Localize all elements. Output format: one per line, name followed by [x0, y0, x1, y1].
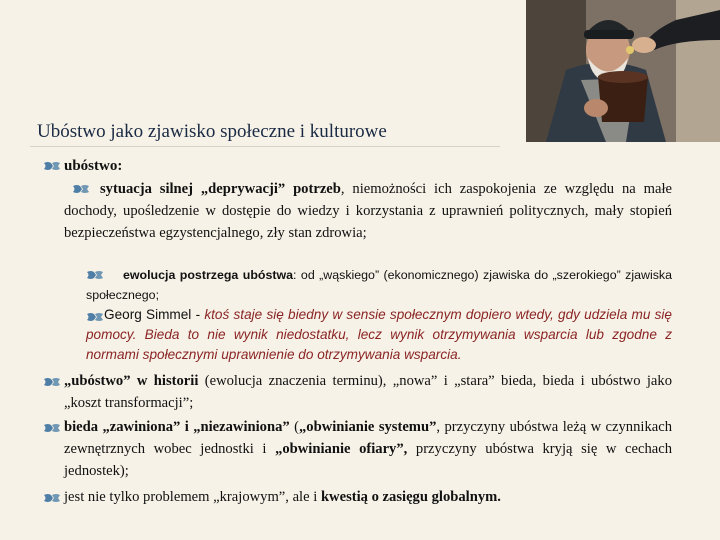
photo-illustration [526, 0, 720, 142]
evolution-term: ewolucja postrzega ubóstwa [123, 268, 294, 282]
deprivation-term: sytuacja silnej „deprywacji” potrzeb [100, 181, 341, 197]
simmel-author: Georg Simmel - [104, 307, 205, 322]
bullet-icon [44, 493, 60, 503]
bullet-poverty-history [64, 370, 672, 414]
guilty-text3: przyczyny ubóstwa kryją się w cechach jednostek); [64, 441, 673, 479]
subbullet-evolution [86, 265, 672, 305]
evolution-text: : od „wąskiego” (ekonomicznego) zjawiska do „szerokiego” zjawiska społecznego; [86, 268, 672, 302]
subbullet-deprivation [64, 178, 672, 244]
slide-title: Ubóstwo jako zjawisko społeczne i kulturowe [37, 121, 387, 142]
guilty-term: bieda „zawiniona” i „niezawiniona” [64, 419, 290, 435]
guilty-text2: , przyczyny ubóstwa leżą w czynnikach zewnętrznych wobec jednostki i [64, 419, 672, 457]
bullet-icon [44, 161, 60, 171]
global-text: jest nie tylko problemem „krajowym”, ale i [64, 489, 321, 505]
subbullet-simmel [86, 305, 672, 365]
bullet-icon [44, 423, 60, 433]
title-divider [30, 146, 500, 147]
global-term: kwestią o zasięgu globalnym. [320, 489, 501, 505]
blame-victim-term: „obwinianie ofiary”, [275, 441, 408, 457]
simmel-quote: ktoś staje się biedny w sensie społecznym dopiero wtedy, gdy udziela mu się pomocy. Bieda to nie wynik niedostatku, lecz wynik otrzymywania wsparcia lub zgodne z normami społecznymi uprawnienie do otrzymywania wsparcia. [86, 307, 672, 362]
photo-beggar-with-cup [526, 0, 720, 142]
bullet-guilty-poverty [64, 416, 672, 482]
history-term: „ubóstwo” w historii [64, 373, 199, 389]
blame-system-term: „obwinianie systemu” [298, 419, 437, 435]
guilty-text1: ( [289, 419, 299, 435]
bullet-poverty-heading: ubóstwo: [64, 158, 123, 174]
bullet-global-issue [64, 486, 672, 508]
bullet-icon [44, 377, 60, 387]
history-text: (ewolucja znaczenia terminu), „nowa” i „stara” bieda, bieda i ubóstwo jako „koszt transformacji”; [64, 373, 672, 411]
deprivation-text: , niemożności ich zaspokojenia ze względu na małe dochody, upośledzenie w dostępie do wiedzy i korzystania z uprawnień politycznych, mały stopień bezpieczeństwa egzystencjalnego, zły stan zdrowia; [64, 181, 672, 241]
